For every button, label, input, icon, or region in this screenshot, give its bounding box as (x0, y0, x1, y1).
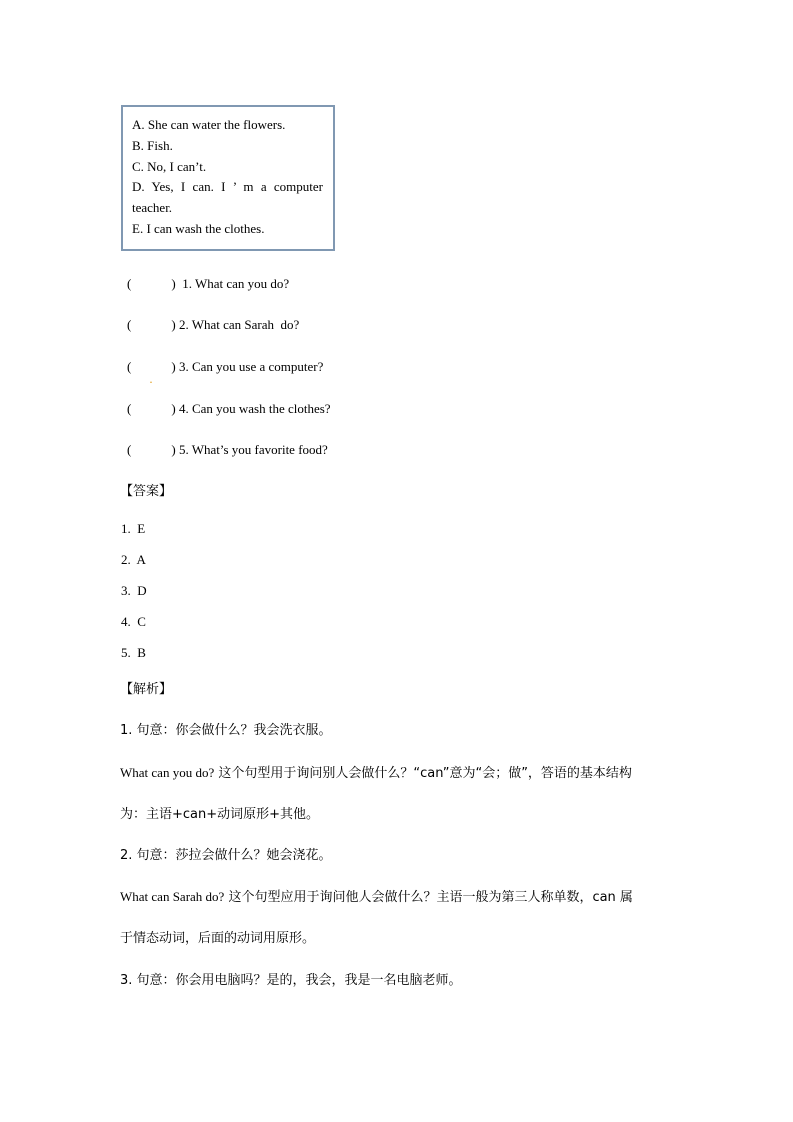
analysis-line-2 (120, 765, 632, 782)
options-box (121, 105, 335, 251)
question-1-text: 1. What can you do? (175, 276, 290, 291)
option-a: A. She can water the flowers. (132, 117, 286, 132)
question-2-paren-close: ) (171, 317, 176, 332)
analysis-heading: 【解析】 (120, 682, 173, 697)
analysis-line-7: 3. 句意：你会用电脑吗？是的，我会，我是一名电脑老师。 (120, 973, 462, 988)
question-4-paren-close: ) (171, 401, 176, 416)
question-5 (127, 442, 328, 458)
question-5-text: 5. What’s you favorite food? (175, 442, 328, 457)
question-3-paren-open: ( (127, 359, 132, 374)
option-b: B. Fish. (132, 137, 173, 153)
option-c: C. No, I can’t. (132, 158, 207, 174)
question-3-paren-close: ) (171, 359, 176, 374)
answer-5: 5. B (121, 645, 146, 660)
analysis-line-5 (120, 889, 633, 906)
analysis-line-1: 1. 句意：你会做什么？我会洗衣服。 (120, 723, 332, 738)
question-3-dot: . (149, 371, 153, 386)
question-3-text: 3. Can you use a computer? (175, 359, 324, 374)
question-1-paren-open: ( (127, 276, 132, 291)
analysis-line-5-english: What can Sarah do? (120, 889, 225, 904)
question-4-paren-open: ( (127, 401, 132, 416)
analysis-line-3: 为：主语+can+动词原形+其他。 (120, 807, 320, 822)
option-d-line1: D. Yes, I can. I ’ m a computer (132, 179, 323, 195)
question-4 (127, 401, 331, 417)
question-2-paren-open: ( (127, 317, 132, 332)
answer-1: 1. E (121, 521, 146, 536)
question-1 (127, 276, 289, 292)
question-1-paren-close: ) (171, 276, 176, 291)
question-2-text: 2. What can Sarah do? (175, 317, 300, 332)
analysis-line-2-chinese: 这个句型用于询问别人会做什么？“can”意为“会；做”，答语的基本结构 (214, 766, 632, 781)
option-d-line2: teacher. (132, 200, 173, 216)
analysis-line-2-english: What can you do? (120, 765, 215, 780)
analysis-line-5-chinese: 这个句型应用于询问他人会做什么？主语一般为第三人称单数，can 属 (224, 890, 633, 905)
answer-heading: 【答案】 (120, 484, 173, 499)
analysis-line-6: 于情态动词，后面的动词用原形。 (120, 931, 316, 946)
question-4-text: 4. Can you wash the clothes? (175, 401, 331, 416)
question-5-paren-close: ) (171, 442, 176, 457)
answer-3: 3. D (121, 583, 147, 598)
question-5-paren-open: ( (127, 442, 132, 457)
answer-2: 2. A (121, 552, 146, 567)
option-e: E. I can wash the clothes. (132, 220, 265, 236)
question-2 (127, 317, 299, 333)
analysis-line-4: 2. 句意：莎拉会做什么？她会浇花。 (120, 848, 332, 863)
answer-4: 4. C (121, 614, 146, 629)
question-3 (127, 359, 324, 386)
